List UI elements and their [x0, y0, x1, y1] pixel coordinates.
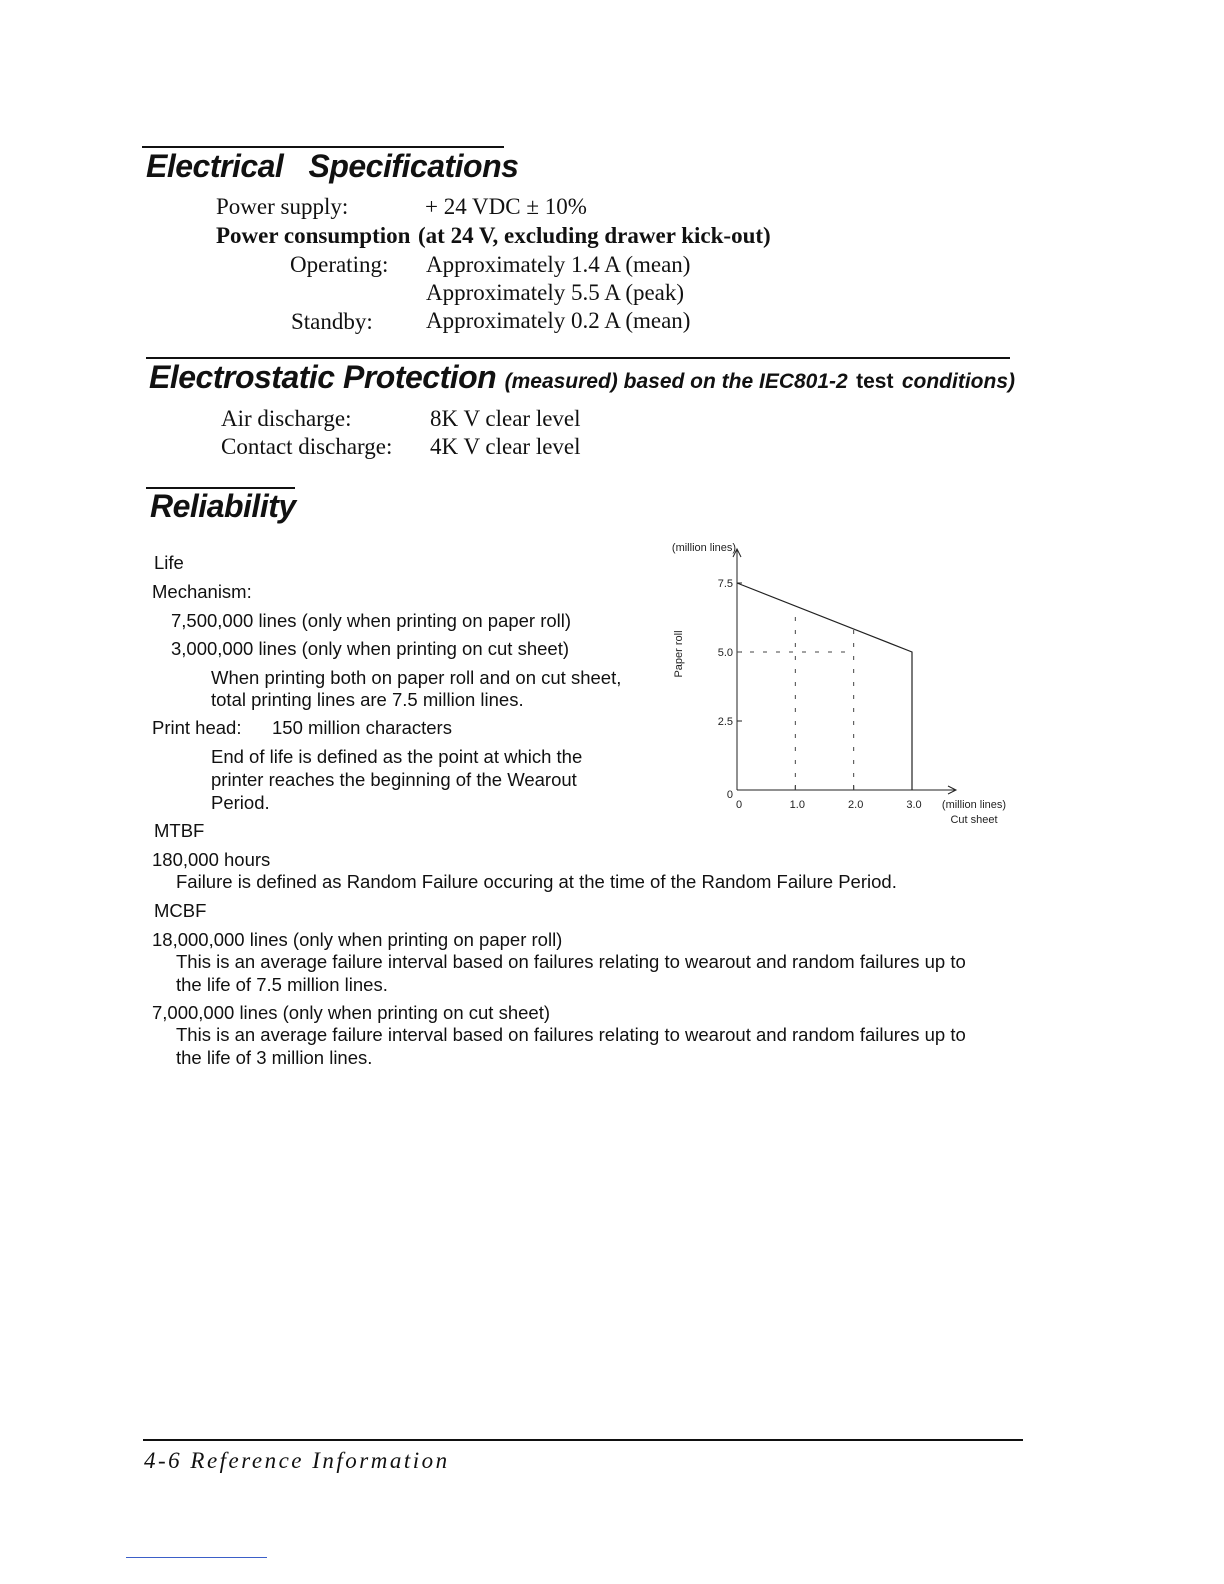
mcbf-paper-roll-value: 18,000,000 lines (only when printing on paper roll)	[152, 929, 563, 950]
operating-label: Operating:	[290, 252, 389, 277]
bottom-link-rule	[126, 1557, 267, 1558]
power-consumption-condition: (at 24 V, excluding drawer kick-out)	[418, 223, 771, 248]
mcbf-paper-roll-note-line1: This is an average failure interval based on failures relating to wearout and random failures up to	[176, 951, 966, 972]
x-tick-label: 1.0	[789, 799, 805, 811]
air-discharge-value: 8K V clear level	[430, 406, 581, 431]
mcbf-cut-sheet-value: 7,000,000 lines (only when printing on cut sheet)	[152, 1002, 551, 1023]
mcbf-label: MCBF	[154, 900, 207, 921]
operating-mean-value: Approximately 1.4 A (mean)	[426, 252, 691, 277]
footer-rule	[143, 1439, 1023, 1441]
contact-discharge-value: 4K V clear level	[430, 434, 581, 459]
life-line-series	[737, 583, 912, 790]
electrostatic-subtitle-part2: conditions)	[901, 370, 1015, 393]
power-supply-label: Power supply:	[216, 194, 349, 219]
power-supply-value: + 24 VDC ± 10%	[425, 194, 587, 219]
print-head-value: 150 million characters	[272, 717, 452, 738]
operating-peak-value: Approximately 5.5 A (peak)	[426, 280, 685, 305]
mechanism-label: Mechanism:	[152, 581, 252, 602]
mechanism-cut-sheet-lines: 3,000,000 lines (only when printing on cut sheet)	[171, 638, 570, 659]
air-discharge-label: Air discharge:	[221, 406, 352, 431]
contact-discharge-label: Contact discharge:	[221, 434, 393, 459]
mechanism-paper-roll-lines: 7,500,000 lines (only when printing on paper roll)	[171, 610, 572, 631]
electrical-title: Electrical Specifications	[146, 148, 519, 184]
mechanism-note-line2: total printing lines are 7.5 million lines.	[211, 689, 524, 710]
electrostatic-subtitle-test: test	[856, 370, 894, 393]
reliability-title: Reliability	[150, 488, 296, 524]
x-unit-label: (million lines)	[941, 799, 1007, 811]
y-unit-label: (million lines)	[671, 542, 737, 554]
x-axis-label: Cut sheet	[950, 814, 998, 826]
mcbf-cut-sheet-note-line1: This is an average failure interval based on failures relating to wearout and random failures up to	[176, 1024, 966, 1045]
electrostatic-title	[149, 359, 1015, 396]
x-tick-label: 2.0	[848, 799, 864, 811]
end-of-life-line1: End of life is defined as the point at which the	[211, 746, 583, 767]
footer-text: 4-6 Reference Information	[144, 1448, 450, 1473]
y-tick-label: 7.5	[717, 578, 733, 590]
x-tick-label: 3.0	[906, 799, 922, 811]
end-of-life-line2: printer reaches the beginning of the Wearout	[211, 769, 577, 790]
print-head-label: Print head:	[152, 717, 242, 738]
end-of-life-line3: Period.	[211, 792, 270, 813]
life-label: Life	[154, 552, 184, 573]
y-tick-label: 0	[726, 789, 733, 801]
standby-value: Approximately 0.2 A (mean)	[426, 308, 691, 333]
electrostatic-title-main: Electrostatic Protection	[149, 359, 497, 395]
mtbf-label: MTBF	[154, 820, 205, 841]
y-tick-label: 2.5	[717, 716, 733, 728]
mcbf-cut-sheet-note-line2: the life of 3 million lines.	[176, 1047, 373, 1068]
mtbf-note: Failure is defined as Random Failure occuring at the time of the Random Failure Period.	[176, 871, 897, 892]
electrostatic-subtitle-part1: (measured) based on the IEC801-2	[504, 370, 848, 393]
mcbf-paper-roll-note-line2: the life of 7.5 million lines.	[176, 974, 388, 995]
mtbf-value: 180,000 hours	[152, 849, 271, 870]
power-consumption-label: Power consumption	[216, 223, 411, 248]
y-tick-label: 5.0	[717, 647, 733, 659]
mechanism-note-line1: When printing both on paper roll and on cut sheet,	[211, 667, 622, 688]
x-tick-label: 0	[735, 799, 743, 811]
life-chart	[660, 535, 1020, 835]
y-axis-label: Paper roll	[673, 630, 685, 678]
standby-label: Standby:	[291, 309, 373, 334]
